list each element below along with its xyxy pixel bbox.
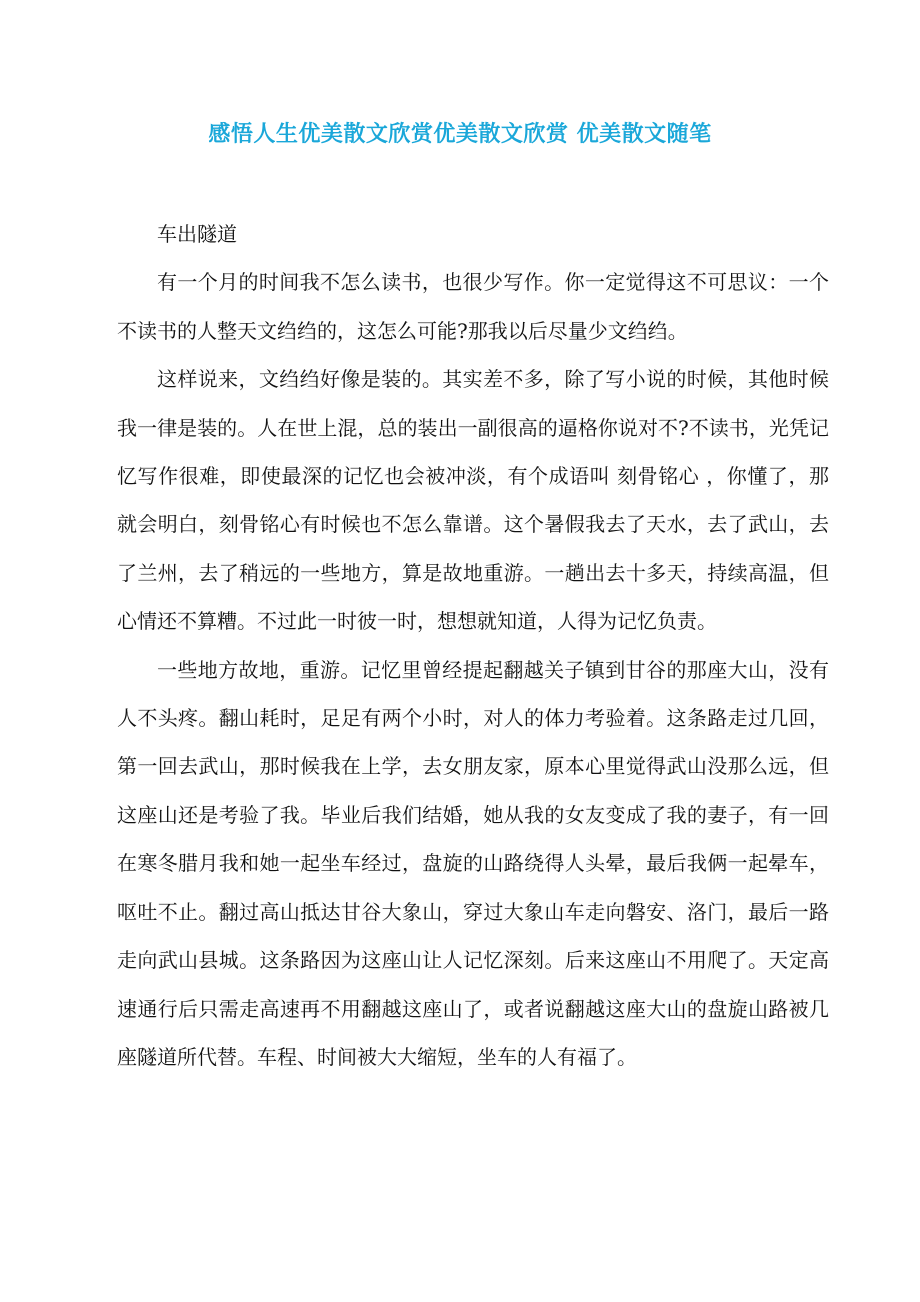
paragraph: 一些地方故地，重游。记忆里曾经提起翻越关子镇到甘谷的那座大山，没有人不头疼。翻山耗时，足足有两个小时，对人的体力考验着。这条路走过几回，第一回去武山，那时候我在上学，去女朋友家，原本心里觉得武山没那么远，但这座山还是考验了我。毕业后我们结婚，她从我的女友变成了我的妻子，有一回在寒冬腊月我和她一起坐车经过，盘旋的山路绕得人头晕，最后我俩一起晕车，呕吐不止。翻过高山抵达甘谷大象山，穿过大象山车走向磐安、洛门，最后一路走向武山县城。这条路因为这座山让人记忆深刻。后来这座山不用爬了。天定高速通行后只需走高速再不用翻越这座山了，或者说翻越这座大山的盘旋山路被几座隧道所代替。车程、时间被大大缩短，坐车的人有福了。 [117, 657, 829, 1069]
document-title: 感悟人生优美散文欣赏优美散文欣赏 优美散文随笔 [208, 121, 712, 147]
paragraph: 有一个月的时间我不怎么读书，也很少写作。你一定觉得这不可思议：一个不读书的人整天文绉绉的，这怎么可能?那我以后尽量少文绉绉。 [117, 270, 829, 343]
paragraph: 这样说来，文绉绉好像是装的。其实差不多，除了写小说的时候，其他时候我一律是装的。人在世上混，总的装出一副很高的逼格你说对不?不读书，光凭记忆写作很难，即使最深的记忆也会被冲淡，有个成语叫 刻骨铭心 ，你懂了，那就会明白，刻骨铭心有时候也不怎么靠谱。这个暑假我去了天水，去了武山，去了兰州，去了稍远的一些地方，算是故地重游。一趟出去十多天，持续高温，但心情还不算糟。不过此一时彼一时，想想就知道，人得为记忆负责。 [117, 367, 829, 634]
section-heading: 车出隧道 [157, 222, 237, 246]
article-body [117, 210, 829, 1081]
